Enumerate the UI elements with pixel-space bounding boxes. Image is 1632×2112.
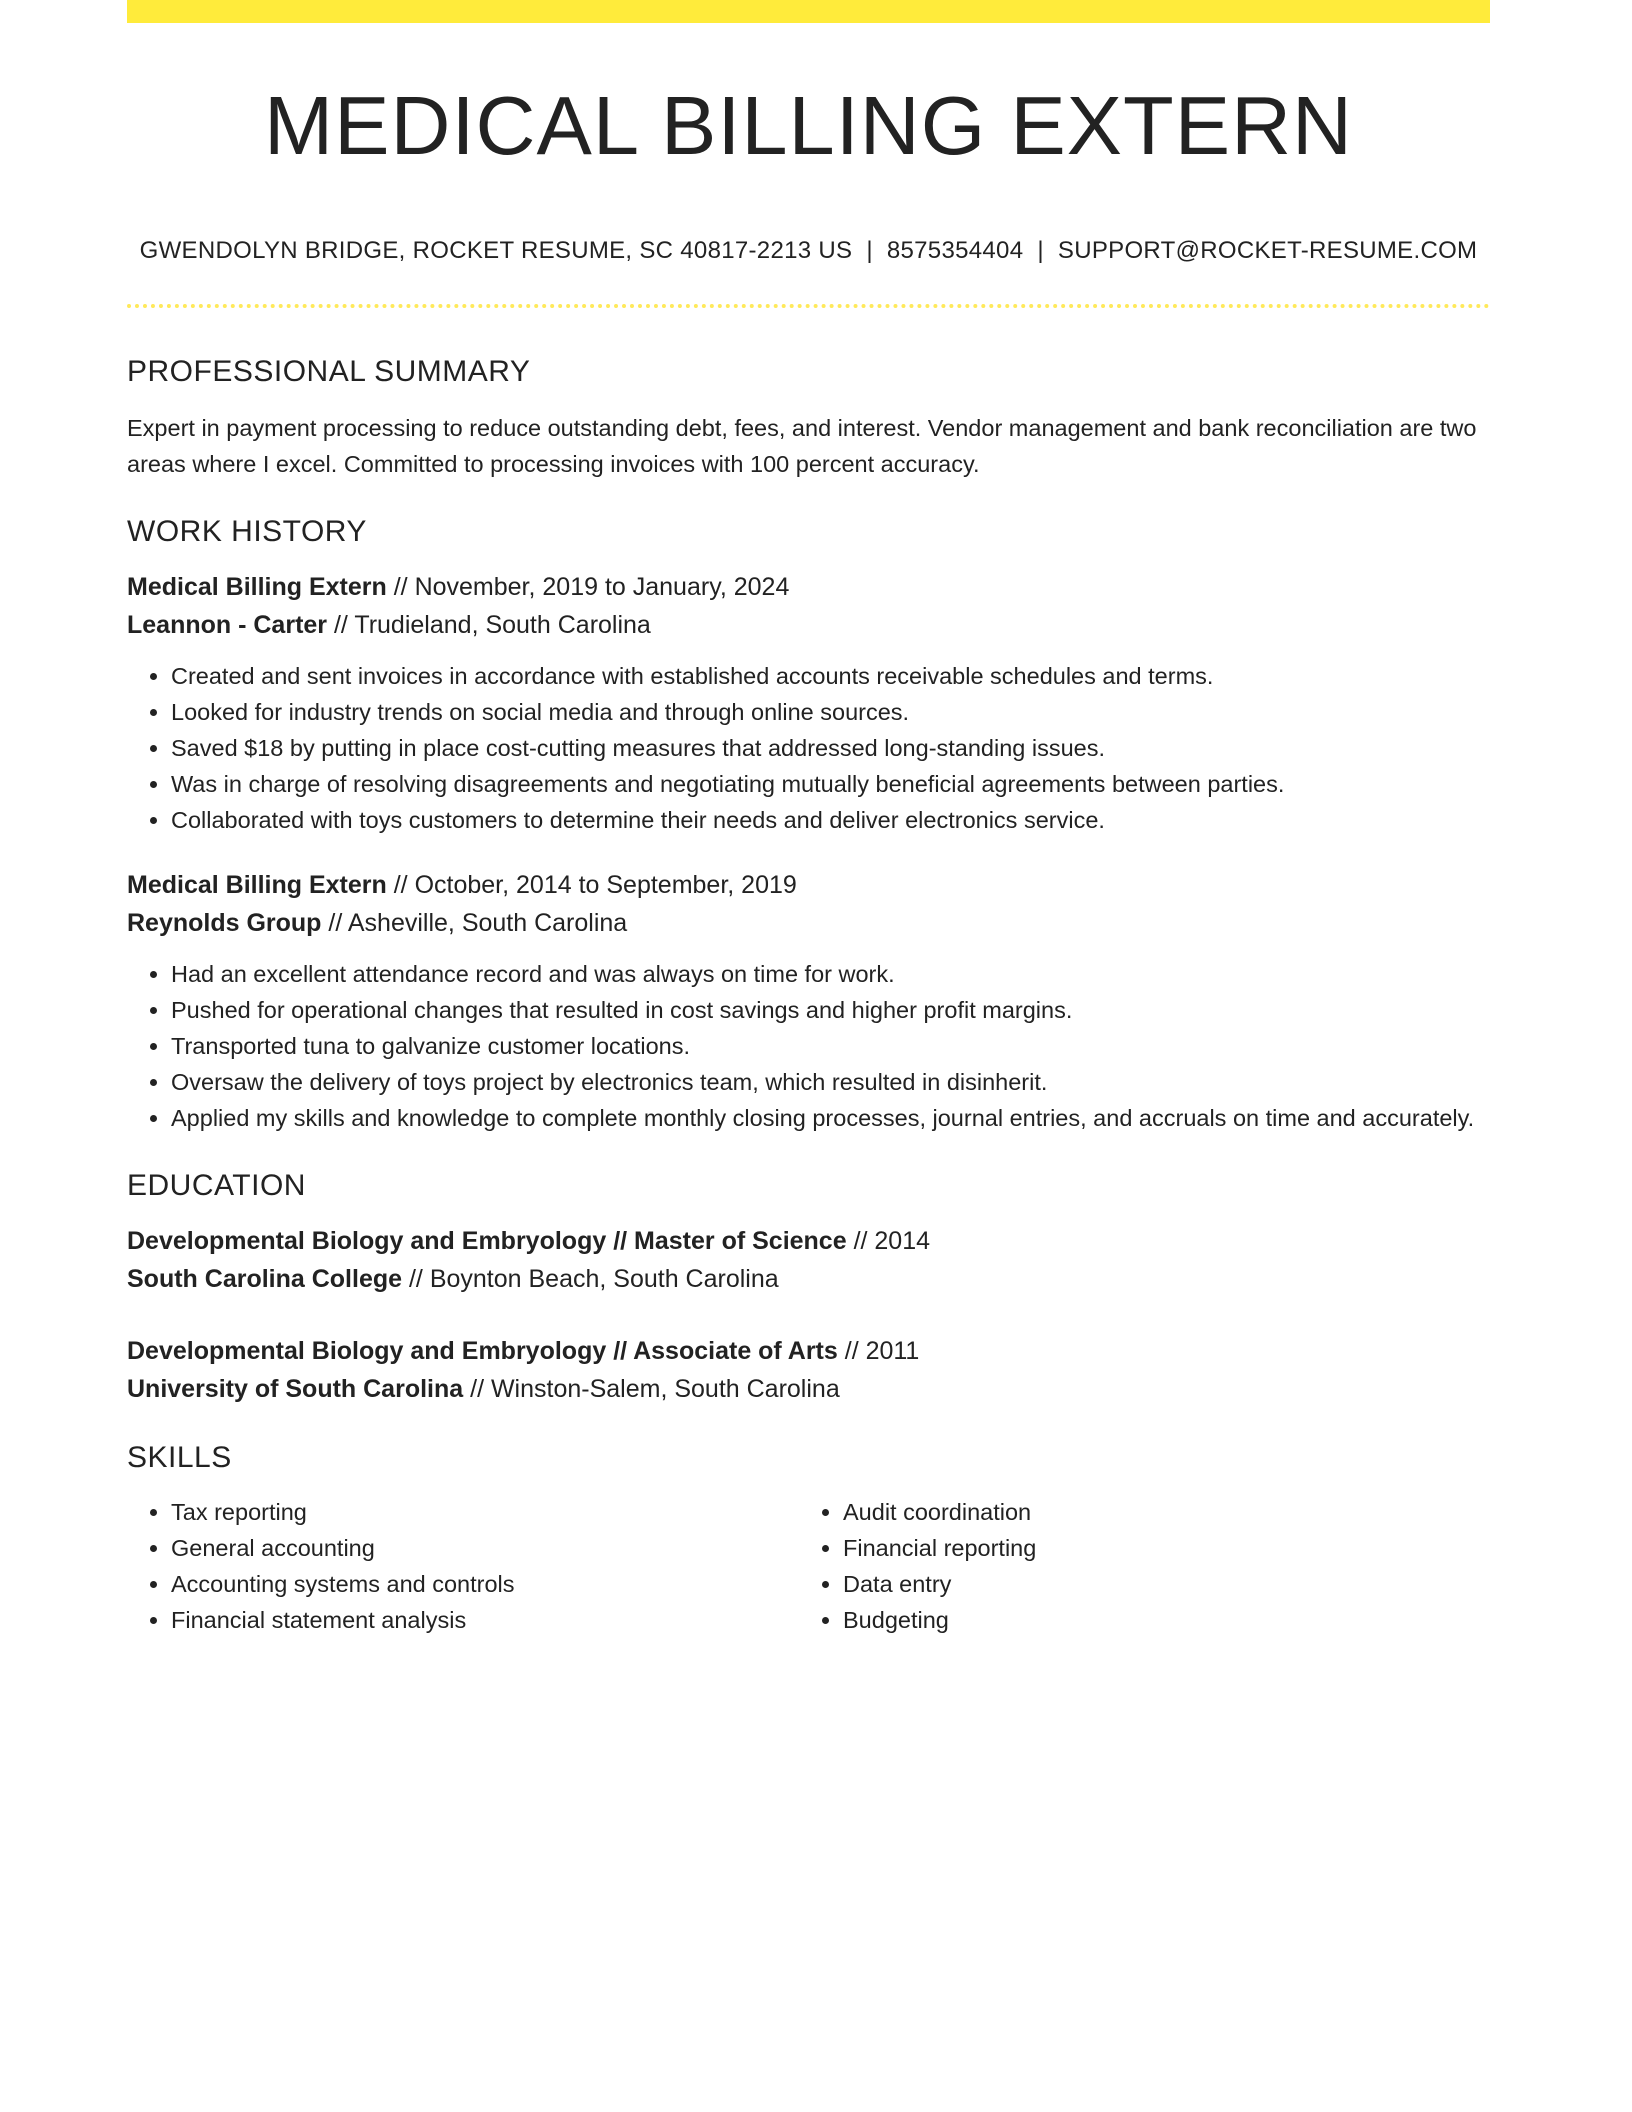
job-dates: // October, 2014 to September, 2019 [386,871,797,899]
education-heading: EDUCATION [127,1169,306,1202]
skills-section [127,1438,1490,1638]
skill-item: • Audit coordination [843,1494,1490,1530]
skill-item: • General accounting [171,1530,799,1566]
job-company: Leannon - Carter [127,611,328,639]
contact-separator: | [866,237,873,264]
skills-columns [127,1494,1490,1638]
skill-item: • Data entry [843,1566,1490,1602]
skills-list-right [799,1494,1490,1638]
resume-body [127,352,1490,1638]
work-history-section [127,512,1490,1136]
degree-line [127,1222,1490,1260]
school: South Carolina College [127,1265,403,1293]
header-divider [127,304,1490,308]
job-location: // Trudieland, South Carolina [327,611,651,639]
contact-email: SUPPORT@ROCKET-RESUME.COM [1057,237,1478,264]
skill-item: • Tax reporting [171,1494,799,1530]
job-bullet: • Saved $18 by putting in place cost-cutting measures that addressed long-standing issues. [171,730,1490,766]
skill-item: • Financial reporting [843,1530,1490,1566]
job-bullets [127,658,1490,838]
skill-item: • Accounting systems and controls [171,1566,799,1602]
job-dates: // November, 2019 to January, 2024 [386,573,790,601]
job-bullet: • Had an excellent attendance record and was always on time for work. [171,956,1490,992]
job-bullet: • Applied my skills and knowledge to complete monthly closing processes, journal entries, and accruals on time and accurately. [171,1100,1490,1136]
job-company: Reynolds Group [127,909,322,937]
job-title-line [127,866,1490,904]
job-bullet: • Looked for industry trends on social media and through online sources. [171,694,1490,730]
job-title: Medical Billing Extern [127,573,387,601]
job-bullet: • Transported tuna to galvanize customer locations. [171,1028,1490,1064]
contact-address: GWENDOLYN BRIDGE, ROCKET RESUME, SC 40817-2213 US [139,237,853,264]
work-history-heading: WORK HISTORY [127,515,367,548]
job-title: Medical Billing Extern [127,871,387,899]
school-location: // Boynton Beach, South Carolina [402,1265,779,1293]
skills-heading: SKILLS [127,1441,232,1474]
job-entry [127,568,1490,838]
education-entry [127,1332,1490,1408]
degree-line [127,1332,1490,1370]
job-company-line [127,904,1490,942]
job-bullets [127,956,1490,1136]
contact-separator: | [1037,237,1044,264]
degree: Developmental Biology and Embryology // Associate of Arts [127,1337,838,1365]
skills-list-left [127,1494,799,1638]
top-accent-bar [127,0,1490,23]
school: University of South Carolina [127,1375,464,1403]
degree: Developmental Biology and Embryology // Master of Science [127,1227,847,1255]
skill-item: • Financial statement analysis [171,1602,799,1638]
school-line [127,1260,1490,1298]
resume-title: MEDICAL BILLING EXTERN [264,79,1353,172]
degree-year: // 2014 [846,1227,931,1255]
contact-phone: 8575354404 [886,237,1024,264]
education-entry [127,1222,1490,1298]
summary-text: Expert in payment processing to reduce outstanding debt, fees, and interest. Vendor management and bank reconciliation are two areas where I excel. Committed to processing invoices with 100 percent accuracy. [127,415,1477,477]
job-bullet: • Created and sent invoices in accordance with established accounts receivable schedules and terms. [171,658,1490,694]
job-bullet: • Oversaw the delivery of toys project by electronics team, which resulted in disinherit. [171,1064,1490,1100]
skill-item: • Budgeting [843,1602,1490,1638]
degree-year: // 2011 [837,1337,920,1365]
school-line [127,1370,1490,1408]
summary-section [127,352,1490,482]
school-location: // Winston-Salem, South Carolina [463,1375,840,1403]
job-bullet: • Pushed for operational changes that resulted in cost savings and higher profit margins. [171,992,1490,1028]
job-entry [127,866,1490,1136]
contact-line [127,237,1490,265]
job-bullet: • Collaborated with toys customers to determine their needs and deliver electronics service. [171,802,1490,838]
education-section [127,1166,1490,1408]
job-bullet: • Was in charge of resolving disagreements and negotiating mutually beneficial agreements between parties. [171,766,1490,802]
job-company-line [127,606,1490,644]
summary-heading: PROFESSIONAL SUMMARY [127,355,531,388]
job-location: // Asheville, South Carolina [321,909,628,937]
job-title-line [127,568,1490,606]
